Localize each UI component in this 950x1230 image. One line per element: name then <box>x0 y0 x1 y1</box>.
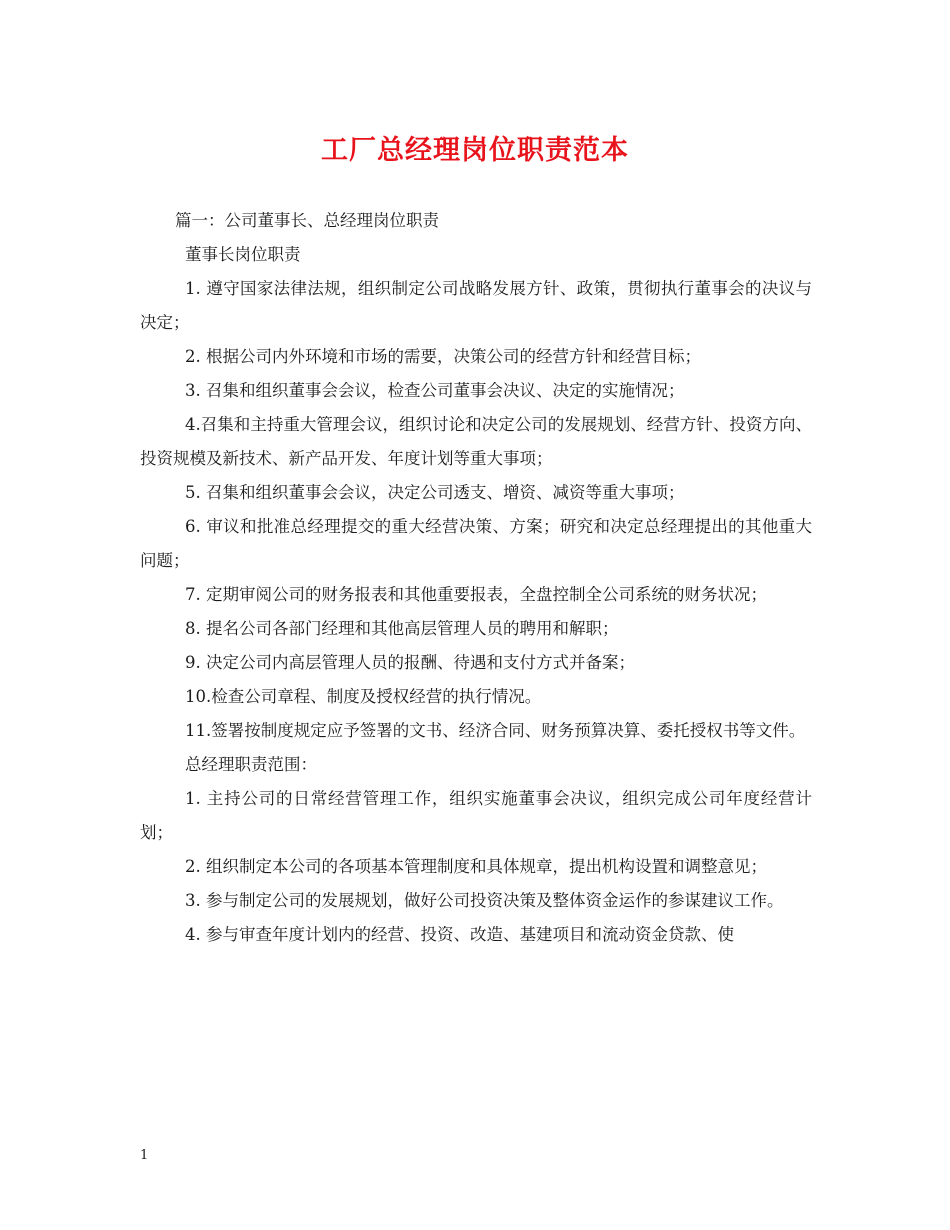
list-item: 1. 遵守国家法律法规，组织制定公司战略发展方针、政策，贯彻执行董事会的决议与决定； <box>140 279 812 332</box>
document-title: 工厂总经理岗位职责范本 <box>321 135 629 166</box>
list-item: 10.检查公司章程、制度及授权经营的执行情况。 <box>185 687 542 706</box>
list-item: 6. 审议和批准总经理提交的重大经营决策、方案；研究和决定总经理提出的其他重大问题； <box>140 517 812 570</box>
document-body <box>140 204 812 952</box>
list-item: 4.召集和主持重大管理会议，组织讨论和决定公司的发展规划、经营方针、投资方向、投资规模及新技术、新产品开发、年度计划等重大事项； <box>140 415 812 468</box>
list-item: 8. 提名公司各部门经理和其他高层管理人员的聘用和解职； <box>185 619 619 638</box>
list-item: 4. 参与审查年度计划内的经营、投资、改造、基建项目和流动资金贷款、使 <box>185 925 734 944</box>
list-item: 2. 根据公司内外环境和市场的需要，决策公司的经营方针和经营目标； <box>185 347 701 366</box>
list-item: 7. 定期审阅公司的财务报表和其他重要报表，全盘控制全公司系统的财务状况； <box>185 585 767 604</box>
list-item: 2. 组织制定本公司的各项基本管理制度和具体规章，提出机构设置和调整意见； <box>185 857 767 876</box>
subsection-heading: 董事长岗位职责 <box>185 245 301 264</box>
list-item: 3. 召集和组织董事会会议，检查公司董事会决议、决定的实施情况； <box>185 381 685 400</box>
page-number: 1 <box>140 1148 149 1163</box>
list-item: 5. 召集和组织董事会会议，决定公司透支、增资、减资等重大事项； <box>185 483 685 502</box>
list-item: 1. 主持公司的日常经营管理工作，组织实施董事会决议，组织完成公司年度经营计划； <box>140 789 812 842</box>
list-item: 3. 参与制定公司的发展规划，做好公司投资决策及整体资金运作的参谋建议工作。 <box>185 891 784 910</box>
section-heading: 篇一：公司董事长、总经理岗位职责 <box>175 211 439 230</box>
list-item: 11.签署按制度规定应予签署的文书、经济合同、财务预算决算、委托授权书等文件。 <box>185 721 806 740</box>
list-item: 9. 决定公司内高层管理人员的报酬、待遇和支付方式并备案； <box>185 653 635 672</box>
subsection-heading: 总经理职责范围： <box>185 755 317 774</box>
